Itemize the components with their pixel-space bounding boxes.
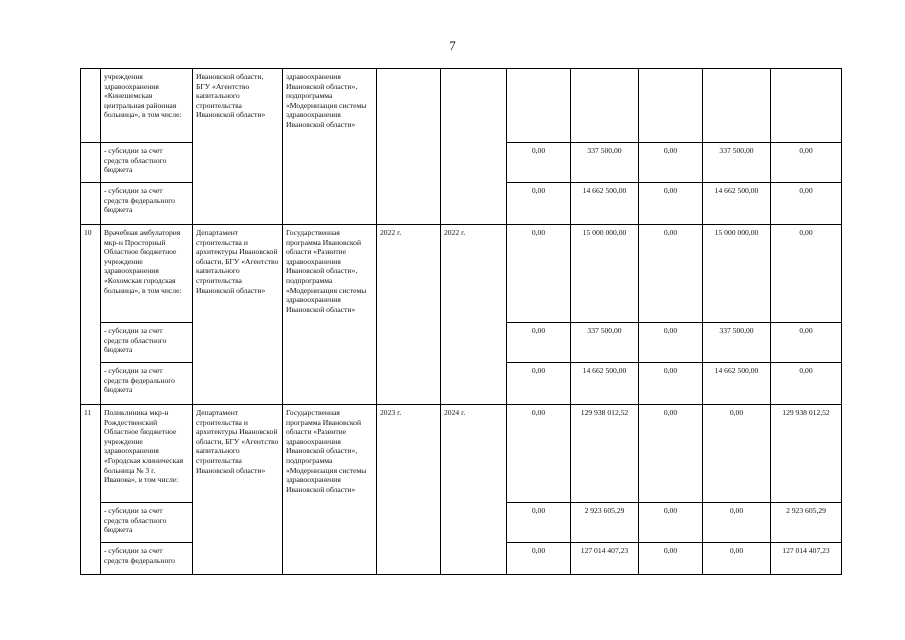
object-name-cell: Поликлиника мкр-н Рождественский Областное бюджетное учреждение здравоохранения «Городская клиническая больница № 3 г. Иванова», в том числе:	[101, 405, 193, 503]
object-name-cell: учреждения здравоохранения «Кинешемская центральная районная больница», в том числе:	[101, 69, 193, 143]
value-cell	[639, 69, 703, 143]
value-cell: 0,00	[639, 405, 703, 503]
value-cell: 14 662 500,00	[703, 363, 771, 405]
executor-cell: Департамент строительства и архитектуры Ивановской области, БГУ «Агентство капитального строительства Ивановской области»	[193, 405, 283, 575]
value-cell: 0,00	[771, 183, 842, 225]
value-cell: 14 662 500,00	[571, 183, 639, 225]
value-cell: 0,00	[703, 503, 771, 543]
value-cell: 129 938 012,52	[571, 405, 639, 503]
value-cell: 0,00	[507, 183, 571, 225]
row-index-cell	[81, 183, 101, 225]
value-cell: 0,00	[639, 143, 703, 183]
program-cell: Государственная программа Ивановской области «Развитие здравоохранения Ивановской области», подпрограмма «Модернизация системы здравоохранения Ивановской области»	[283, 225, 377, 405]
value-cell: 0,00	[507, 323, 571, 363]
value-cell: 0,00	[639, 503, 703, 543]
value-cell: 0,00	[771, 143, 842, 183]
value-cell: 0,00	[639, 323, 703, 363]
value-cell: 0,00	[507, 503, 571, 543]
value-cell	[507, 69, 571, 143]
value-cell: 14 662 500,00	[571, 363, 639, 405]
value-cell: 337 500,00	[571, 143, 639, 183]
subsidy-label-cell: - субсидии за счет средств областного бюджета	[101, 143, 193, 183]
subsidy-label-cell: - субсидии за счет средств областного бюджета	[101, 503, 193, 543]
value-cell: 15 000 000,00	[571, 225, 639, 323]
value-cell: 2 923 605,29	[571, 503, 639, 543]
subsidy-label-cell: - субсидии за счет средств федерального бюджета	[101, 183, 193, 225]
row-index-cell	[81, 69, 101, 143]
funding-table	[80, 68, 842, 575]
value-cell	[703, 69, 771, 143]
program-cell: здравоохранения Ивановской области», подпрограмма «Модернизация системы здравоохранения Ивановской области»	[283, 69, 377, 225]
table-row	[81, 225, 842, 323]
value-cell: 337 500,00	[571, 323, 639, 363]
value-cell	[571, 69, 639, 143]
value-cell: 129 938 012,52	[771, 405, 842, 503]
value-cell: 0,00	[507, 405, 571, 503]
value-cell: 0,00	[639, 543, 703, 575]
end-year-cell: 2024 г.	[441, 405, 507, 575]
value-cell: 127 014 407,23	[571, 543, 639, 575]
row-index-cell	[81, 143, 101, 183]
start-year-cell	[377, 69, 441, 225]
value-cell: 15 000 000,00	[703, 225, 771, 323]
row-index-cell: 10	[81, 225, 101, 405]
subsidy-label-cell: - субсидии за счет средств областного бюджета	[101, 323, 193, 363]
value-cell: 0,00	[507, 225, 571, 323]
value-cell: 127 014 407,23	[771, 543, 842, 575]
value-cell	[771, 69, 842, 143]
value-cell: 0,00	[771, 323, 842, 363]
value-cell: 0,00	[507, 543, 571, 575]
value-cell: 0,00	[639, 183, 703, 225]
value-cell: 0,00	[507, 143, 571, 183]
end-year-cell: 2022 г.	[441, 225, 507, 405]
value-cell: 0,00	[639, 225, 703, 323]
value-cell: 14 662 500,00	[703, 183, 771, 225]
start-year-cell: 2022 г.	[377, 225, 441, 405]
object-name-cell: Врачебная амбулатория мкр-н Просторный Областное бюджетное учреждение здравоохранения «Кохомская городская больница», в том числе:	[101, 225, 193, 323]
executor-cell: Департамент строительства и архитектуры Ивановской области, БГУ «Агентство капитального строительства Ивановской области»	[193, 225, 283, 405]
value-cell: 0,00	[507, 363, 571, 405]
value-cell: 0,00	[771, 363, 842, 405]
subsidy-label-cell: - субсидии за счет средств федерального бюджета	[101, 363, 193, 405]
subsidy-label-cell: - субсидии за счет средств федерального	[101, 543, 193, 575]
table-row	[81, 69, 842, 143]
row-index-cell: 11	[81, 405, 101, 575]
start-year-cell: 2023 г.	[377, 405, 441, 575]
executor-cell: Ивановской области, БГУ «Агентство капитального строительства Ивановской области»	[193, 69, 283, 225]
value-cell: 0,00	[771, 225, 842, 323]
value-cell: 2 923 605,29	[771, 503, 842, 543]
value-cell: 337 500,00	[703, 323, 771, 363]
value-cell: 0,00	[703, 543, 771, 575]
page-number: 7	[449, 38, 456, 53]
value-cell: 0,00	[703, 405, 771, 503]
end-year-cell	[441, 69, 507, 225]
table-row	[81, 405, 842, 503]
value-cell: 0,00	[639, 363, 703, 405]
value-cell: 337 500,00	[703, 143, 771, 183]
program-cell: Государственная программа Ивановской области «Развитие здравоохранения Ивановской области», подпрограмма «Модернизация системы здравоохранения Ивановской области»	[283, 405, 377, 575]
